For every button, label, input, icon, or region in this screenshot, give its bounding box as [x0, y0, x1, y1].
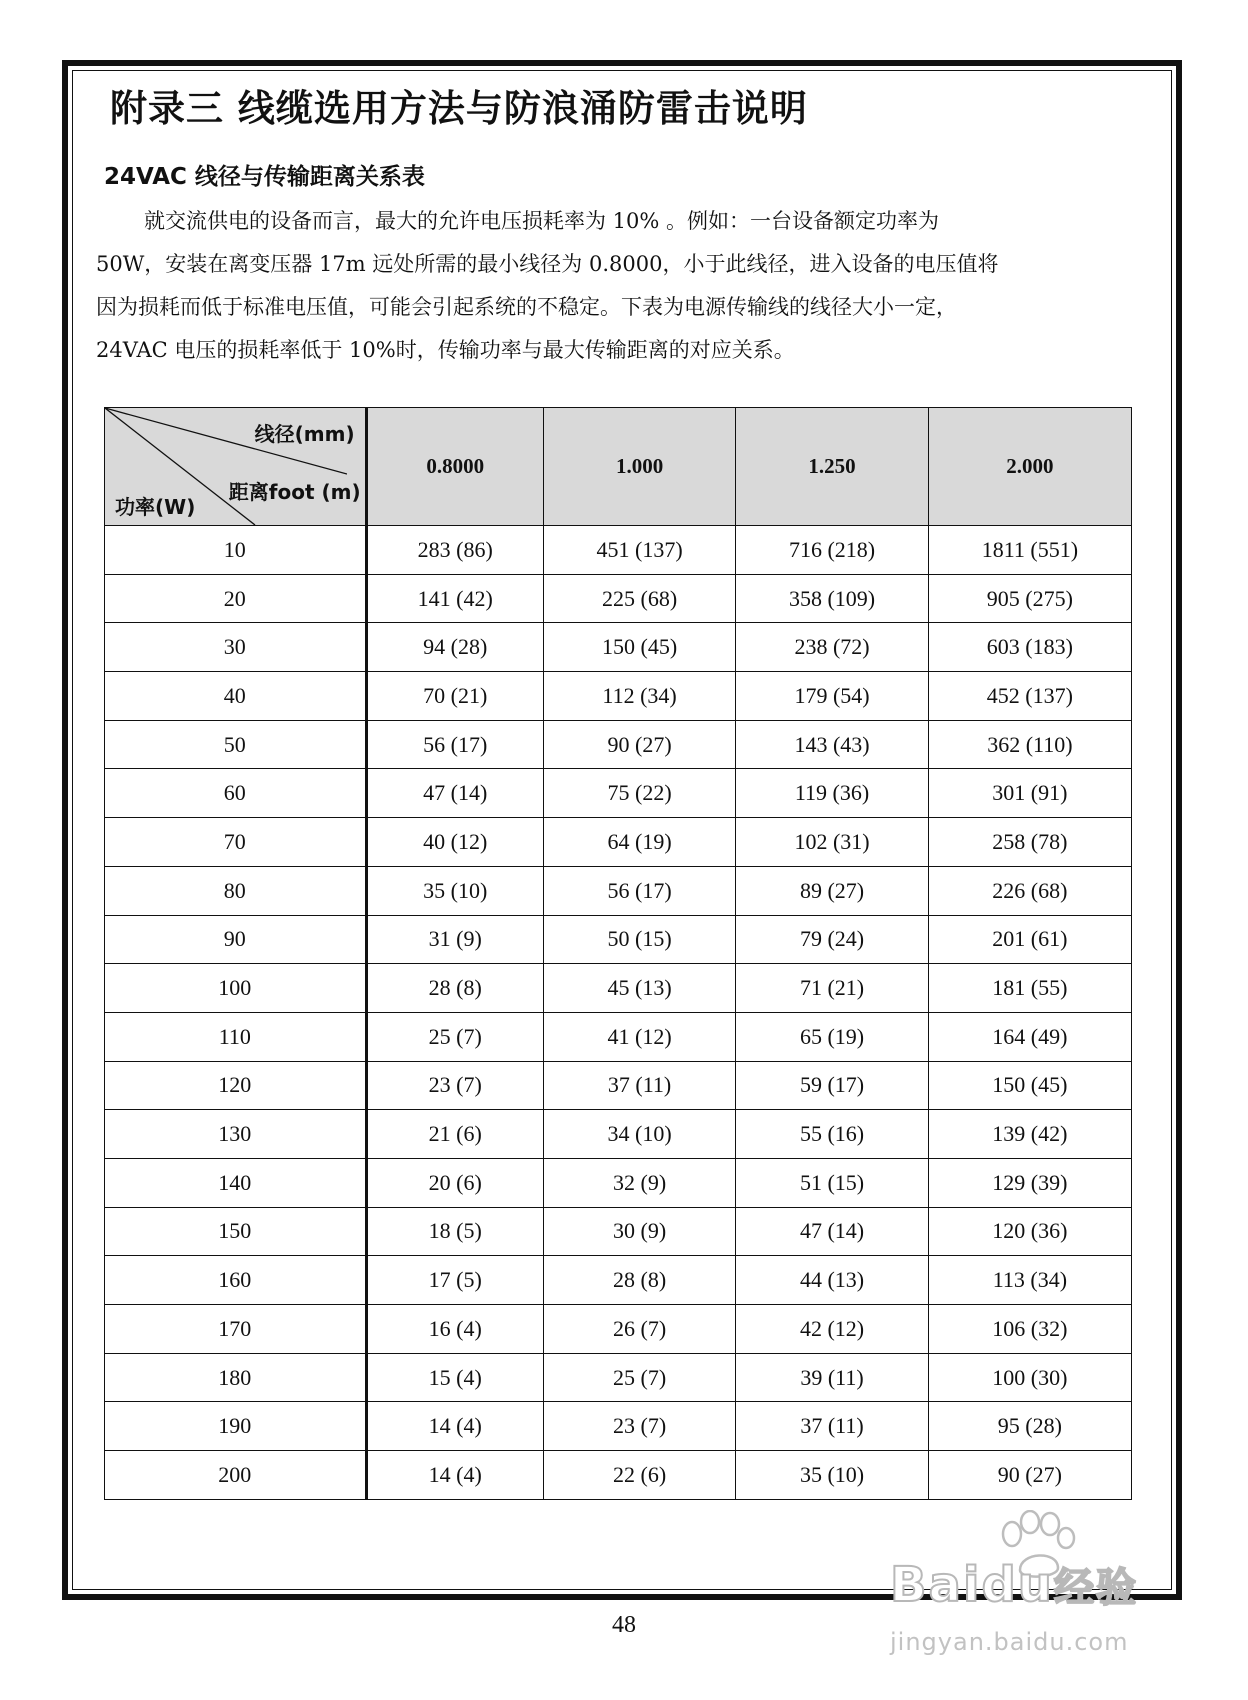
distance-cell: 89 (27) [736, 866, 928, 915]
power-cell: 60 [105, 769, 367, 818]
distance-cell: 15 (4) [366, 1353, 543, 1402]
distance-cell: 56 (17) [543, 866, 735, 915]
distance-cell: 20 (6) [366, 1158, 543, 1207]
distance-cell: 50 (15) [543, 915, 735, 964]
distance-cell: 51 (15) [736, 1158, 928, 1207]
table-row [105, 1012, 1132, 1061]
distance-cell: 905 (275) [928, 574, 1131, 623]
power-cell: 30 [105, 623, 367, 672]
distance-cell: 106 (32) [928, 1305, 1131, 1354]
power-cell: 10 [105, 526, 367, 575]
power-cell: 190 [105, 1402, 367, 1451]
column-header: 0.8000 [366, 408, 543, 526]
distance-cell: 100 (30) [928, 1353, 1131, 1402]
column-header: 1.000 [543, 408, 735, 526]
watermark-brand [890, 1556, 1138, 1613]
distance-cell: 150 (45) [928, 1061, 1131, 1110]
table-row [105, 1451, 1132, 1500]
intro-paragraph [96, 200, 1146, 372]
distance-cell: 75 (22) [543, 769, 735, 818]
page-title: 附录三 线缆选用方法与防浪涌防雷击说明 [110, 87, 808, 130]
distance-cell: 164 (49) [928, 1012, 1131, 1061]
power-cell: 130 [105, 1110, 367, 1159]
distance-cell: 25 (7) [366, 1012, 543, 1061]
power-cell: 200 [105, 1451, 367, 1500]
distance-cell: 35 (10) [736, 1451, 928, 1500]
distance-cell: 181 (55) [928, 964, 1131, 1013]
table-header-row [105, 408, 1132, 526]
table-row [105, 1158, 1132, 1207]
distance-cell: 35 (10) [366, 866, 543, 915]
distance-cell: 22 (6) [543, 1451, 735, 1500]
distance-cell: 143 (43) [736, 720, 928, 769]
watermark-brand-text: Bai [890, 1557, 982, 1613]
distance-cell: 14 (4) [366, 1402, 543, 1451]
table-row [105, 818, 1132, 867]
distance-cell: 65 (19) [736, 1012, 928, 1061]
watermark-brand-cn: 经验 [1053, 1565, 1138, 1611]
distance-cell: 79 (24) [736, 915, 928, 964]
distance-cell: 141 (42) [366, 574, 543, 623]
table-row [105, 1061, 1132, 1110]
distance-cell: 150 (45) [543, 623, 735, 672]
distance-cell: 40 (12) [366, 818, 543, 867]
distance-cell: 47 (14) [366, 769, 543, 818]
watermark-url: jingyan.baidu.com [890, 1628, 1129, 1656]
power-cell: 40 [105, 672, 367, 721]
distance-cell: 112 (34) [543, 672, 735, 721]
table-row [105, 672, 1132, 721]
distance-cell: 64 (19) [543, 818, 735, 867]
power-cell: 110 [105, 1012, 367, 1061]
table-row [105, 1256, 1132, 1305]
column-header: 2.000 [928, 408, 1131, 526]
distance-cell: 41 (12) [543, 1012, 735, 1061]
distance-cell: 603 (183) [928, 623, 1131, 672]
distance-cell: 47 (14) [736, 1207, 928, 1256]
power-cell: 170 [105, 1305, 367, 1354]
distance-cell: 358 (109) [736, 574, 928, 623]
distance-cell: 201 (61) [928, 915, 1131, 964]
distance-cell: 32 (9) [543, 1158, 735, 1207]
baidu-watermark [890, 1510, 1190, 1660]
distance-cell: 238 (72) [736, 623, 928, 672]
column-header: 1.250 [736, 408, 928, 526]
table-row [105, 1110, 1132, 1159]
table-row [105, 915, 1132, 964]
distance-cell: 44 (13) [736, 1256, 928, 1305]
corner-label-distance: 距离foot (m) [228, 480, 361, 504]
distance-cell: 45 (13) [543, 964, 735, 1013]
distance-cell: 452 (137) [928, 672, 1131, 721]
distance-cell: 95 (28) [928, 1402, 1131, 1451]
table-row [105, 964, 1132, 1013]
power-cell: 180 [105, 1353, 367, 1402]
power-cell: 140 [105, 1158, 367, 1207]
distance-cell: 26 (7) [543, 1305, 735, 1354]
table-corner-cell [105, 408, 367, 526]
distance-cell: 258 (78) [928, 818, 1131, 867]
distance-cell: 1811 (551) [928, 526, 1131, 575]
distance-cell: 39 (11) [736, 1353, 928, 1402]
paragraph-line: 就交流供电的设备而言，最大的允许电压损耗率为 10% 。例如：一台设备额定功率为 [144, 209, 940, 233]
distance-cell: 120 (36) [928, 1207, 1131, 1256]
distance-cell: 28 (8) [366, 964, 543, 1013]
table-row [105, 623, 1132, 672]
power-cell: 100 [105, 964, 367, 1013]
watermark-brand-suffix: du [981, 1557, 1054, 1613]
distance-cell: 56 (17) [366, 720, 543, 769]
distance-cell: 42 (12) [736, 1305, 928, 1354]
corner-label-power: 功率(W) [115, 495, 196, 519]
power-cell: 120 [105, 1061, 367, 1110]
distance-cell: 451 (137) [543, 526, 735, 575]
power-cell: 20 [105, 574, 367, 623]
section-subtitle: 24VAC 线径与传输距离关系表 [104, 164, 425, 190]
distance-cell: 18 (5) [366, 1207, 543, 1256]
distance-cell: 90 (27) [543, 720, 735, 769]
distance-cell: 225 (68) [543, 574, 735, 623]
distance-cell: 14 (4) [366, 1451, 543, 1500]
distance-cell: 37 (11) [543, 1061, 735, 1110]
distance-cell: 301 (91) [928, 769, 1131, 818]
distance-cell: 30 (9) [543, 1207, 735, 1256]
table-body [105, 526, 1132, 1500]
distance-cell: 59 (17) [736, 1061, 928, 1110]
table-row [105, 769, 1132, 818]
table-row [105, 1353, 1132, 1402]
distance-cell: 139 (42) [928, 1110, 1131, 1159]
distance-cell: 55 (16) [736, 1110, 928, 1159]
table-row [105, 720, 1132, 769]
distance-cell: 31 (9) [366, 915, 543, 964]
distance-cell: 23 (7) [543, 1402, 735, 1451]
distance-cell: 113 (34) [928, 1256, 1131, 1305]
table-row [105, 574, 1132, 623]
distance-cell: 16 (4) [366, 1305, 543, 1354]
table-row [105, 1305, 1132, 1354]
distance-cell: 28 (8) [543, 1256, 735, 1305]
distance-cell: 90 (27) [928, 1451, 1131, 1500]
distance-cell: 129 (39) [928, 1158, 1131, 1207]
distance-cell: 119 (36) [736, 769, 928, 818]
distance-cell: 23 (7) [366, 1061, 543, 1110]
distance-cell: 716 (218) [736, 526, 928, 575]
paragraph-line: 因为损耗而低于标准电压值，可能会引起系统的不稳定。下表为电源传输线的线径大小一定， [96, 295, 957, 319]
distance-cell: 179 (54) [736, 672, 928, 721]
distance-cell: 71 (21) [736, 964, 928, 1013]
distance-cell: 25 (7) [543, 1353, 735, 1402]
power-cell: 160 [105, 1256, 367, 1305]
power-cell: 80 [105, 866, 367, 915]
distance-cell: 362 (110) [928, 720, 1131, 769]
distance-cell: 102 (31) [736, 818, 928, 867]
page-number: 48 [612, 1612, 636, 1638]
corner-label-diameter: 线径(mm) [254, 422, 355, 446]
distance-cell: 226 (68) [928, 866, 1131, 915]
table-row [105, 1207, 1132, 1256]
distance-cell: 37 (11) [736, 1402, 928, 1451]
paragraph-line: 50W，安装在离变压器 17m 远处所需的最小线径为 0.8000，小于此线径，进入设备的电压值将 [96, 252, 999, 276]
distance-cell: 17 (5) [366, 1256, 543, 1305]
distance-cell: 21 (6) [366, 1110, 543, 1159]
power-cell: 50 [105, 720, 367, 769]
power-cell: 70 [105, 818, 367, 867]
power-cell: 90 [105, 915, 367, 964]
wire-distance-table [104, 407, 1132, 1500]
table-row [105, 1402, 1132, 1451]
table-row [105, 526, 1132, 575]
distance-cell: 70 (21) [366, 672, 543, 721]
distance-cell: 94 (28) [366, 623, 543, 672]
paragraph-line: 24VAC 电压的损耗率低于 10%时，传输功率与最大传输距离的对应关系。 [96, 338, 795, 362]
distance-cell: 34 (10) [543, 1110, 735, 1159]
table-row [105, 866, 1132, 915]
distance-cell: 283 (86) [366, 526, 543, 575]
power-cell: 150 [105, 1207, 367, 1256]
